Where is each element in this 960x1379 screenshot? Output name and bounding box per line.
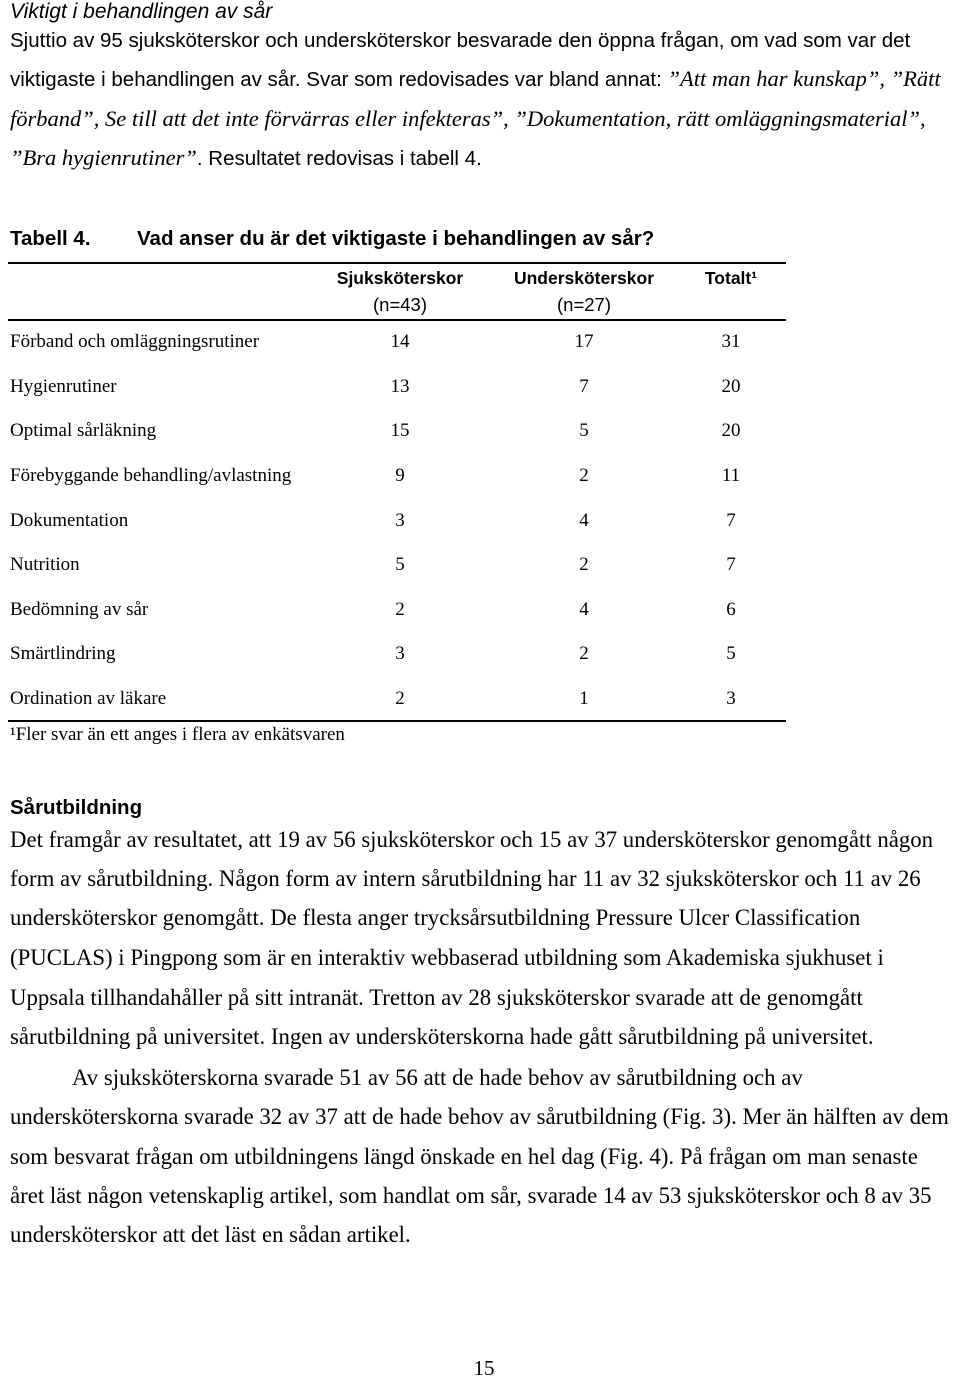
paragraph-line: sårutbildning på universitet. Ingen av undersköterskorna hade gått sårutbildning på universitet. [10, 1024, 874, 1049]
column-header-totalt: Totalt¹ [704, 268, 758, 288]
cell-underskoterskor: 4 [579, 599, 589, 620]
table-row [0, 687, 800, 711]
paragraph-line [10, 146, 482, 170]
paragraph-line: undersköterskor genomgått. De flesta anger trycksårsutbildning Pressure Ulcer Classification [10, 905, 861, 930]
row-label: Hygienrutiner [10, 376, 117, 397]
table-title: Vad anser du är det viktigaste i behandlingen av sår? [137, 227, 655, 250]
cell-sjukskoterskor: 9 [395, 465, 405, 486]
row-label: Dokumentation [10, 510, 129, 531]
paragraph-line: Sjuttio av 95 sjuksköterskor och undersköterskor besvarade den öppna frågan, om vad som var det [10, 29, 911, 52]
page-number: 15 [473, 1356, 495, 1379]
table-row [0, 642, 800, 666]
table-row [0, 464, 800, 488]
table-row [0, 330, 800, 354]
paragraph-line: som besvarat frågan om utbildningens längd önskade en hel dag (Fig. 4). På frågan om man senaste [10, 1144, 918, 1169]
cell-sjukskoterskor: 2 [395, 599, 405, 620]
cell-underskoterskor: 1 [579, 688, 589, 709]
row-label: Nutrition [10, 554, 80, 575]
table-row [0, 553, 800, 577]
cell-sjukskoterskor: 15 [390, 420, 410, 441]
cell-totalt: 11 [721, 465, 741, 486]
table-row [0, 375, 800, 399]
column-header-n: (n=43) [373, 294, 427, 315]
row-label: Ordination av läkare [10, 688, 167, 709]
cell-underskoterskor: 5 [579, 420, 589, 441]
cell-totalt: 7 [726, 554, 736, 575]
table-row [0, 509, 800, 533]
row-label: Förband och omläggningsrutiner [10, 331, 260, 352]
text-segment: . Resultatet redovisas i tabell 4. [196, 147, 482, 170]
table-header-rule [8, 319, 786, 321]
paragraph-line: året läst någon vetenskaplig artikel, som handlat om sår, svarade 14 av 53 sjuksköterskor och 8 av 35 [10, 1183, 932, 1208]
table-label: Tabell 4. [10, 227, 91, 250]
quote-line: förband”, Se till att det inte förvärras eller infekteras”, ”Dokumentation, rätt omläggningsmaterial”, [10, 106, 926, 131]
cell-sjukskoterskor: 14 [390, 331, 410, 352]
column-header-underskoterskor: Undersköterskor [513, 268, 655, 288]
paragraph-line: undersköterskor att det läst en sådan artikel. [10, 1222, 411, 1247]
cell-sjukskoterskor: 3 [395, 510, 405, 531]
cell-sjukskoterskor: 13 [390, 376, 410, 397]
cell-underskoterskor: 2 [579, 643, 589, 664]
cell-totalt: 20 [721, 376, 741, 397]
quote-segment: ”Att man har kunskap”, ”Rätt [667, 66, 941, 91]
paragraph-line: undersköterskorna svarade 32 av 37 att de hade behov av sårutbildning (Fig. 3). Mer än hälften av dem [10, 1104, 949, 1129]
cell-sjukskoterskor: 5 [395, 554, 405, 575]
paragraph-line: form av sårutbildning. Någon form av intern sårutbildning har 11 av 32 sjuksköterskor och 11 av 26 [10, 866, 921, 891]
cell-underskoterskor: 7 [579, 376, 589, 397]
paragraph-line: Det framgår av resultatet, att 19 av 56 sjuksköterskor och 15 av 37 undersköterskor genomgått någon [10, 827, 934, 852]
table-footnote: ¹Fler svar än ett anges i flera av enkätsvaren [10, 724, 345, 745]
cell-sjukskoterskor: 3 [395, 643, 405, 664]
table-row [0, 419, 800, 443]
cell-underskoterskor: 2 [579, 465, 589, 486]
table-bottom-rule [8, 720, 786, 722]
cell-totalt: 31 [721, 331, 741, 352]
cell-totalt: 20 [721, 420, 741, 441]
cell-totalt: 3 [726, 688, 736, 709]
paragraph-line: Av sjuksköterskorna svarade 51 av 56 att de hade behov av sårutbildning och av [72, 1065, 803, 1090]
section-heading-sarutbildning: Sårutbildning [10, 796, 143, 819]
row-label: Optimal sårläkning [10, 420, 157, 441]
cell-underskoterskor: 17 [574, 331, 594, 352]
cell-totalt: 5 [726, 643, 736, 664]
cell-totalt: 7 [726, 510, 736, 531]
section-heading-viktigt: Viktigt i behandlingen av sår [10, 0, 273, 23]
row-label: Förebyggande behandling/avlastning [10, 465, 292, 486]
text-segment: viktigaste i behandlingen av sår. Svar som redovisades var bland annat: [10, 68, 668, 91]
quote-segment: ”Bra hygienrutiner” [10, 145, 197, 170]
cell-underskoterskor: 4 [579, 510, 589, 531]
cell-sjukskoterskor: 2 [395, 688, 405, 709]
row-label: Smärtlindring [10, 643, 116, 664]
paragraph-line: (PUCLAS) i Pingpong som är en interaktiv webbaserad utbildning som Akademiska sjukhuset i [10, 945, 884, 970]
column-header-sjukskoterskor: Sjuksköterskor [336, 268, 464, 288]
paragraph-line [10, 67, 941, 91]
cell-totalt: 6 [726, 599, 736, 620]
paragraph-line: Uppsala tillhandahåller på sitt intranät. Tretton av 28 sjuksköterskor svarade att de genomgått [10, 985, 863, 1010]
column-header-n: (n=27) [557, 294, 611, 315]
cell-underskoterskor: 2 [579, 554, 589, 575]
table-top-rule [8, 262, 786, 264]
table-row [0, 598, 800, 622]
row-label: Bedömning av sår [10, 599, 149, 620]
